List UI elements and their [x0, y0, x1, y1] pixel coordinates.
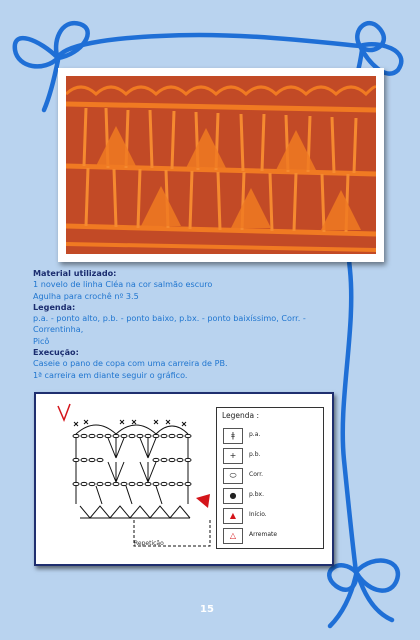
execucao-line: 1ª carreira em diante seguir o gráfico. [33, 369, 188, 380]
legend-title: Legenda : [222, 411, 260, 420]
crochet-lace-image [66, 76, 376, 254]
chain-stitch-icon: ⬭ [223, 468, 243, 484]
legend-row-inicio [217, 508, 323, 524]
instructions [33, 268, 333, 381]
legenda-heading: Legenda: [33, 301, 76, 312]
slip-stitch-icon: ● [223, 488, 243, 504]
legend-label: p.a. [249, 431, 261, 438]
crochet-photo-frame [58, 68, 384, 262]
legend-label: Corr. [249, 471, 264, 478]
execucao-line: Caseie o pano de copa com uma carreira de PB. [33, 358, 228, 369]
legend-label: p.b. [249, 451, 261, 458]
execucao-heading: Execução: [33, 347, 79, 358]
start-marker-icon [58, 404, 70, 420]
legend-label: Início. [249, 511, 267, 518]
legenda-line: Picô [33, 335, 50, 346]
legend-row-pa [217, 428, 323, 444]
legenda-line: p.a. - ponto alto, p.b. - ponto baixo, p.bx. - ponto baixíssimo, Corr. - Correntinha, [33, 313, 306, 335]
stitch-chart [36, 394, 212, 562]
stitch-legend [216, 407, 324, 549]
material-line: 1 novelo de linha Cléa na cor salmão escuro [33, 279, 213, 290]
repeat-label: Repetição [134, 540, 164, 547]
legend-label: p.bx. [249, 491, 264, 498]
crochet-photo [66, 76, 376, 254]
page-number: 15 [200, 604, 214, 615]
finish-marker-icon: △ [223, 528, 243, 544]
material-heading: Material utilizado: [33, 268, 117, 278]
legend-row-pbx [217, 488, 323, 504]
legend-row-corr [217, 468, 323, 484]
single-crochet-icon: + [223, 448, 243, 464]
finish-marker-icon [196, 494, 210, 508]
crochet-diagram [34, 392, 334, 566]
double-crochet-icon: ǂ [223, 428, 243, 444]
legend-label: Arremate [249, 531, 278, 538]
legend-row-arremate [217, 528, 323, 544]
legend-row-pb [217, 448, 323, 464]
start-marker-icon: ▲ [223, 508, 243, 524]
material-line: Agulha para crochê nº 3.5 [33, 290, 139, 301]
